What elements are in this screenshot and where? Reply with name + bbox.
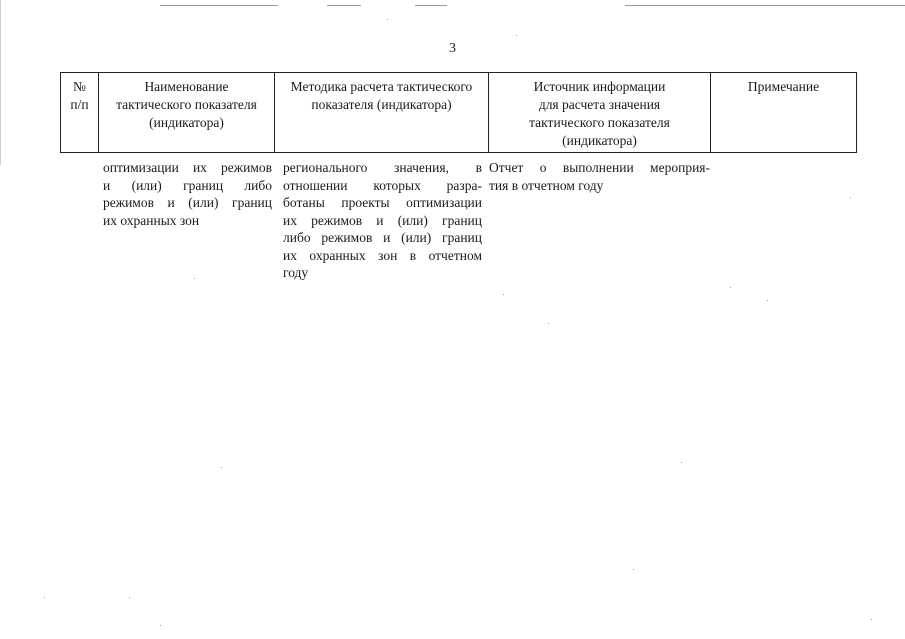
header-line: п/п bbox=[70, 97, 89, 112]
header-line: тактического показателя bbox=[529, 115, 670, 130]
scan-speck bbox=[767, 300, 768, 301]
header-calculation-method bbox=[275, 73, 489, 153]
text-line: и (или) границ либо bbox=[103, 177, 272, 193]
scan-speck bbox=[730, 287, 731, 288]
scan-speck bbox=[387, 19, 388, 20]
scan-speck bbox=[129, 597, 130, 598]
page-number: 3 bbox=[449, 41, 456, 56]
scan-artifact-line bbox=[160, 5, 278, 6]
scan-speck bbox=[221, 467, 222, 468]
scan-speck bbox=[633, 569, 634, 570]
header-line: Методика расчета тактического bbox=[290, 79, 473, 94]
header-line: для расчета значения bbox=[538, 97, 661, 112]
header-line: Источник информации bbox=[533, 79, 666, 94]
scan-speck bbox=[850, 197, 851, 198]
header-information-source bbox=[489, 73, 711, 153]
scan-artifact-line bbox=[415, 5, 447, 6]
header-line: № bbox=[73, 79, 86, 94]
text-line: году bbox=[283, 265, 309, 280]
header-line: показателя (индикатора) bbox=[311, 97, 452, 112]
text-line: регионального значения, в bbox=[283, 160, 482, 175]
text-line: их охранных зон bbox=[103, 212, 200, 228]
text-line: тия в отчетном году bbox=[489, 177, 604, 193]
scan-speck bbox=[194, 278, 195, 279]
header-line: (индикатора) bbox=[149, 115, 224, 130]
indicator-table-header bbox=[60, 72, 857, 153]
text-line: их охранных зон в отчетном bbox=[283, 247, 482, 263]
row-information-source bbox=[489, 159, 710, 194]
scan-speck bbox=[548, 323, 549, 324]
scan-speck bbox=[681, 462, 682, 463]
scan-speck bbox=[516, 35, 517, 36]
scan-speck bbox=[503, 294, 504, 295]
text-line: ботаны проекты оптимизации bbox=[283, 195, 482, 210]
header-line: Наименование bbox=[144, 79, 229, 94]
scan-speck bbox=[44, 597, 45, 598]
text-line: либо режимов и (или) границ bbox=[283, 230, 482, 245]
scan-artifact-edge bbox=[0, 0, 1, 165]
scan-artifact-line bbox=[327, 5, 361, 6]
text-line: режимов и (или) границ bbox=[103, 195, 272, 210]
text-line: отношении которых разра- bbox=[283, 177, 482, 193]
header-line: тактического показателя bbox=[116, 97, 257, 112]
header-line: (индикатора) bbox=[562, 133, 637, 148]
text-line: оптимизации их режимов bbox=[103, 160, 272, 175]
scan-artifact-line bbox=[625, 5, 905, 6]
scan-speck bbox=[160, 625, 161, 626]
header-line: Примечание bbox=[747, 79, 820, 94]
text-line: Отчет о выполнении мероприя- bbox=[489, 160, 710, 175]
row-indicator-name bbox=[103, 159, 272, 229]
scan-speck bbox=[871, 619, 872, 620]
row-calculation-method bbox=[283, 159, 482, 282]
header-indicator-name bbox=[99, 73, 275, 153]
text-line: их режимов и (или) границ bbox=[283, 212, 482, 228]
header-note bbox=[711, 73, 857, 153]
header-number bbox=[61, 73, 99, 153]
